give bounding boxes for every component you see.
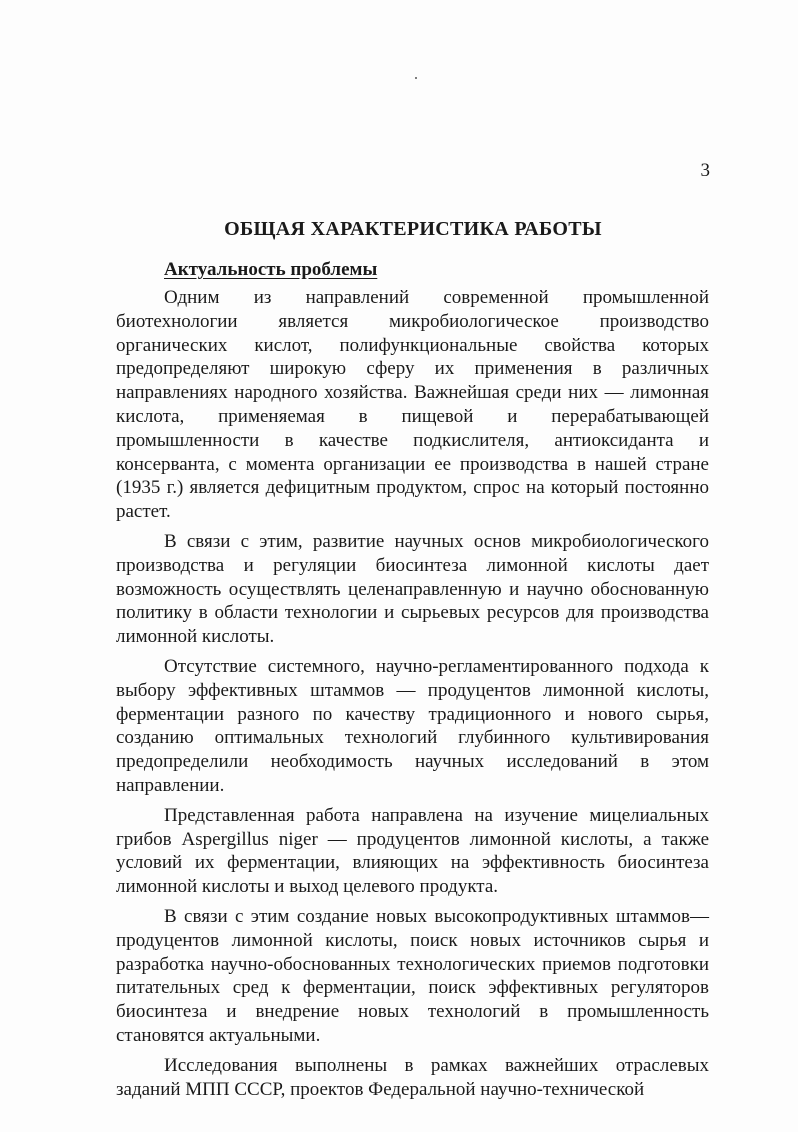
section-heading: Актуальность проблемы <box>164 259 378 280</box>
paragraph-1: Одним из направлений современной промышленной биотехнологии является микробиологическое производство органических кислот, полифункциональные свойства которых предопределяют широкую сферу их применения в различных направлениях народного хозяйства. Важнейшая среди них — лимонная кислота, применяемая в пищевой и перерабатывающей промышленности в качестве подкислителя, антиоксиданта и консерванта, с момента организации ее производства в нашей стране (1935 г.) является дефицитным продуктом, спрос на который постоянно растет. <box>116 287 709 523</box>
paragraph-2: В связи с этим, развитие научных основ микробиологического производства и регуляции биосинтеза лимонной кислоты дает возможность осуществлять целенаправленную и научно обоснованную политику в области технологии и сырьевых ресурсов для производства лимонной кислоты. <box>116 530 709 648</box>
paragraph-3: Отсутствие системного, научно-регламентированного подхода к выбору эффективных штаммов — продуцентов лимонной кислоты, ферментации разного по качеству традиционного и нового сырья, созданию оптимальных технологий глубинного культивирования предопределили необходимость научных исследований в этом направлении. <box>116 655 709 796</box>
paragraph-5: В связи с этим создание новых высокопродуктивных штаммов— продуцентов лимонной кислоты, поиск новых источников сырья и разработка научно-обоснованных технологических приемов подготовки питательных сред к ферментации, поиск эффективных регуляторов биосинтеза и внедрение новых технологий в промышленность становятся актуальными. <box>116 905 709 1046</box>
paragraph-6: Исследования выполнены в рамках важнейших отраслевых заданий МПП СССР, проектов Федеральной научно-технической <box>116 1054 709 1100</box>
page-title: ОБЩАЯ ХАРАКТЕРИСТИКА РАБОТЫ <box>224 218 602 240</box>
page-number: 3 <box>700 160 710 181</box>
scan-speck <box>415 77 417 79</box>
body-text <box>116 286 709 1107</box>
paragraph-4: Представленная работа направлена на изучение мицелиальных грибов Aspergillus niger — продуцентов лимонной кислоты, а также условий их ферментации, влияющих на эффективность биосинтеза лимонной кислоты и выход целевого продукта. <box>116 804 709 898</box>
